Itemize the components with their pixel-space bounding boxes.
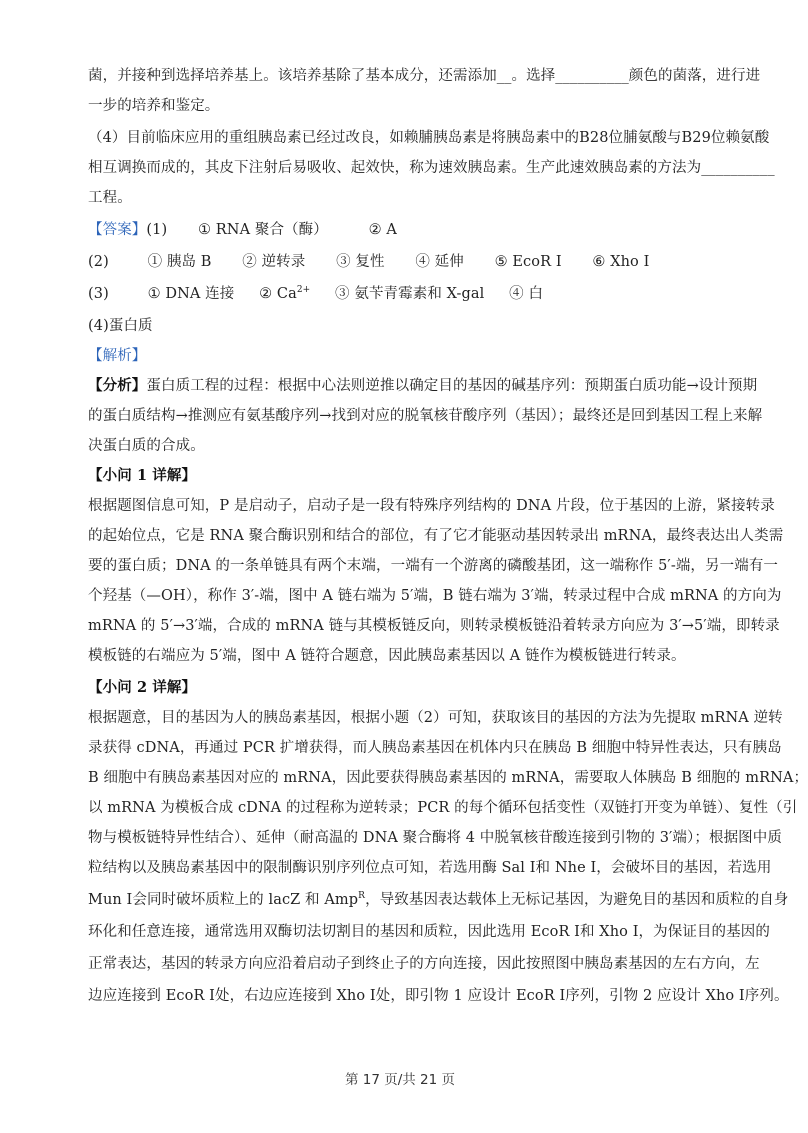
answer-item: ⑤ EcoR Ⅰ [494,254,562,270]
answer-row-3 [88,284,730,304]
answer-row-label: (1) [146,222,168,238]
answer-item: ③ 复性 [336,254,385,270]
amp-superscript: R [358,891,366,902]
page-footer: 第 17 页/共 21 页 [344,1072,456,1088]
answer-item: 蛋白质 [108,318,153,334]
q2-line-2: 录获得 cDNA，再通过 PCR 扩增获得，而人胰岛素基因在机体内只在胰岛 B 细胞中特异性表达，只有胰岛 [88,740,782,756]
q1-line-6: 模板链的右端应为 5′端，图中 A 链符合题意，因此胰岛素基因以 A 链作为模板链进行转录。 [88,648,686,664]
answer-item: ② 逆转录 [242,254,306,270]
q2-line-6: 粒结构以及胰岛素基因中的限制酶识别序列位点可知，若选用酶 Sal Ⅰ和 Nhe Ⅰ，会破坏目的基因，若选用 [88,860,772,876]
q1-line-5: mRNA 的 5′→3′端，合成的 mRNA 链与其模板链反向，则转录模板链沿着转录方向应为 3′→5′端，即转录 [88,618,780,634]
answer-item: ① DNA 连接 [147,286,235,302]
answer-tag: 【答案】 [88,222,147,238]
q2-line-10: 边应连接到 EcoR Ⅰ处，右边应连接到 Xho Ⅰ处，即引物 1 应设计 EcoR Ⅰ序列，引物 2 应设计 Xho Ⅰ序列。 [88,988,789,1004]
answer-row-1 [88,220,730,240]
q2-detail-title: 【小问 2 详解】 [88,679,197,696]
q2-line-1: 根据题意，目的基因为人的胰岛素基因，根据小题（2）可知，获取该目的基因的方法为先提取 mRNA 逆转 [88,710,783,726]
q2-line-7: Mun Ⅰ会同时破坏质粒上的 lacZ 和 Amp$^R$，导致基因表达载体上无标记基因，为避免目的基因和质粒的自身 [88,891,789,908]
fenxi-line-3: 决蛋白质的合成。 [88,438,205,454]
answer-item: ② A [368,222,397,238]
fenxi-line-1: 【分析】蛋白质工程的过程：根据中心法则逆推以确定目的基因的碱基序列：预期蛋白质功能→设计预期 [88,377,758,394]
fenxi-label: 【分析】 [88,377,147,394]
q4-text-line-3: 工程。 [88,190,132,206]
analysis-tag: 【解析】 [88,348,147,364]
ca-superscript: 2+ [296,285,311,296]
q4-text-line-1: （4）目前临床应用的重组胰岛素已经过改良，如赖脯胰岛素是将胰岛素中的B28位脯氨酸与B29位赖氨酸 [88,130,770,146]
q1-detail-title: 【小问 1 详解】 [88,467,197,484]
answer-row-2 [88,252,730,272]
answer-row-label: (4) [88,318,109,334]
q2-line-8: 环化和任意连接，通常选用双酶切法切割目的基因和质粒，因此选用 EcoR Ⅰ和 Xho Ⅰ，为保证目的基因的 [88,924,770,940]
q2-line-3: B 细胞中有胰岛素基因对应的 mRNA，因此要获得胰岛素基因的 mRNA，需要取人体胰岛 B 细胞的 mRNA； [88,770,808,786]
answer-row-label: (2) [88,254,109,270]
q2-line-9: 正常表达，基因的转录方向应沿着启动子到终止子的方向连接，因此按照图中胰岛素基因的左右方向，左 [88,956,760,972]
fenxi-line-2: 的蛋白质结构→推测应有氨基酸序列→找到对应的脱氧核苷酸序列（基因）；最终还是回到基因工程上来解 [88,408,763,424]
answer-item: ① 胰岛 B [147,254,212,270]
q1-line-4: 个羟基（—OH），称作 3′-端，图中 A 链右端为 5′端，B 链右端为 3′端，转录过程中合成 mRNA 的方向为 [88,588,782,604]
q3-text-line-1: 菌，并接种到选择培养基上。该培养基除了基本成分，还需添加__。选择__________颜色的菌落，进行进 [88,68,761,84]
q1-line-1: 根据题图信息可知，P 是启动子，启动子是一段有特殊序列结构的 DNA 片段，位于基因的上游，紧接转录 [88,498,775,514]
answer-item: ④ 延伸 [415,254,464,270]
answer-row-4 [88,316,730,336]
q1-line-2: 的起始位点，它是 RNA 聚合酶识别和结合的部位，有了它才能驱动基因转录出 mRNA，最终表达出人类需 [88,528,784,544]
q2-line-5: 物与模板链特异性结合）、延伸（耐高温的 DNA 聚合酶将 4 中脱氧核苷酸连接到引物的 3′端）；根据图中质 [88,830,782,846]
answer-item: ③ 氨苄青霉素和 X-gal [335,286,485,302]
answer-item: ④ 白 [509,286,544,302]
answer-item-ca: ② $Ca^{2+}$ [259,285,311,302]
answer-item: ① RNA 聚合（酶） [197,222,328,238]
q4-text-line-2: 相互调换而成的，其皮下注射后易吸收、起效快，称为速效胰岛素。生产此速效胰岛素的方法为__________ [88,160,775,176]
q3-text-line-2: 一步的培养和鉴定。 [88,98,220,114]
q1-line-3: 要的蛋白质；DNA 的一条单链具有两个末端，一端有一个游离的磷酸基团，这一端称作 5′-端，另一端有一 [88,558,779,574]
answer-item: ⑥ Xho Ⅰ [592,254,650,270]
answer-row-label: (3) [88,286,109,302]
q2-line-4: 以 mRNA 为模板合成 cDNA 的过程称为逆转录；PCR 的每个循环包括变性（双链打开变为单链）、复性（引 [88,800,798,816]
